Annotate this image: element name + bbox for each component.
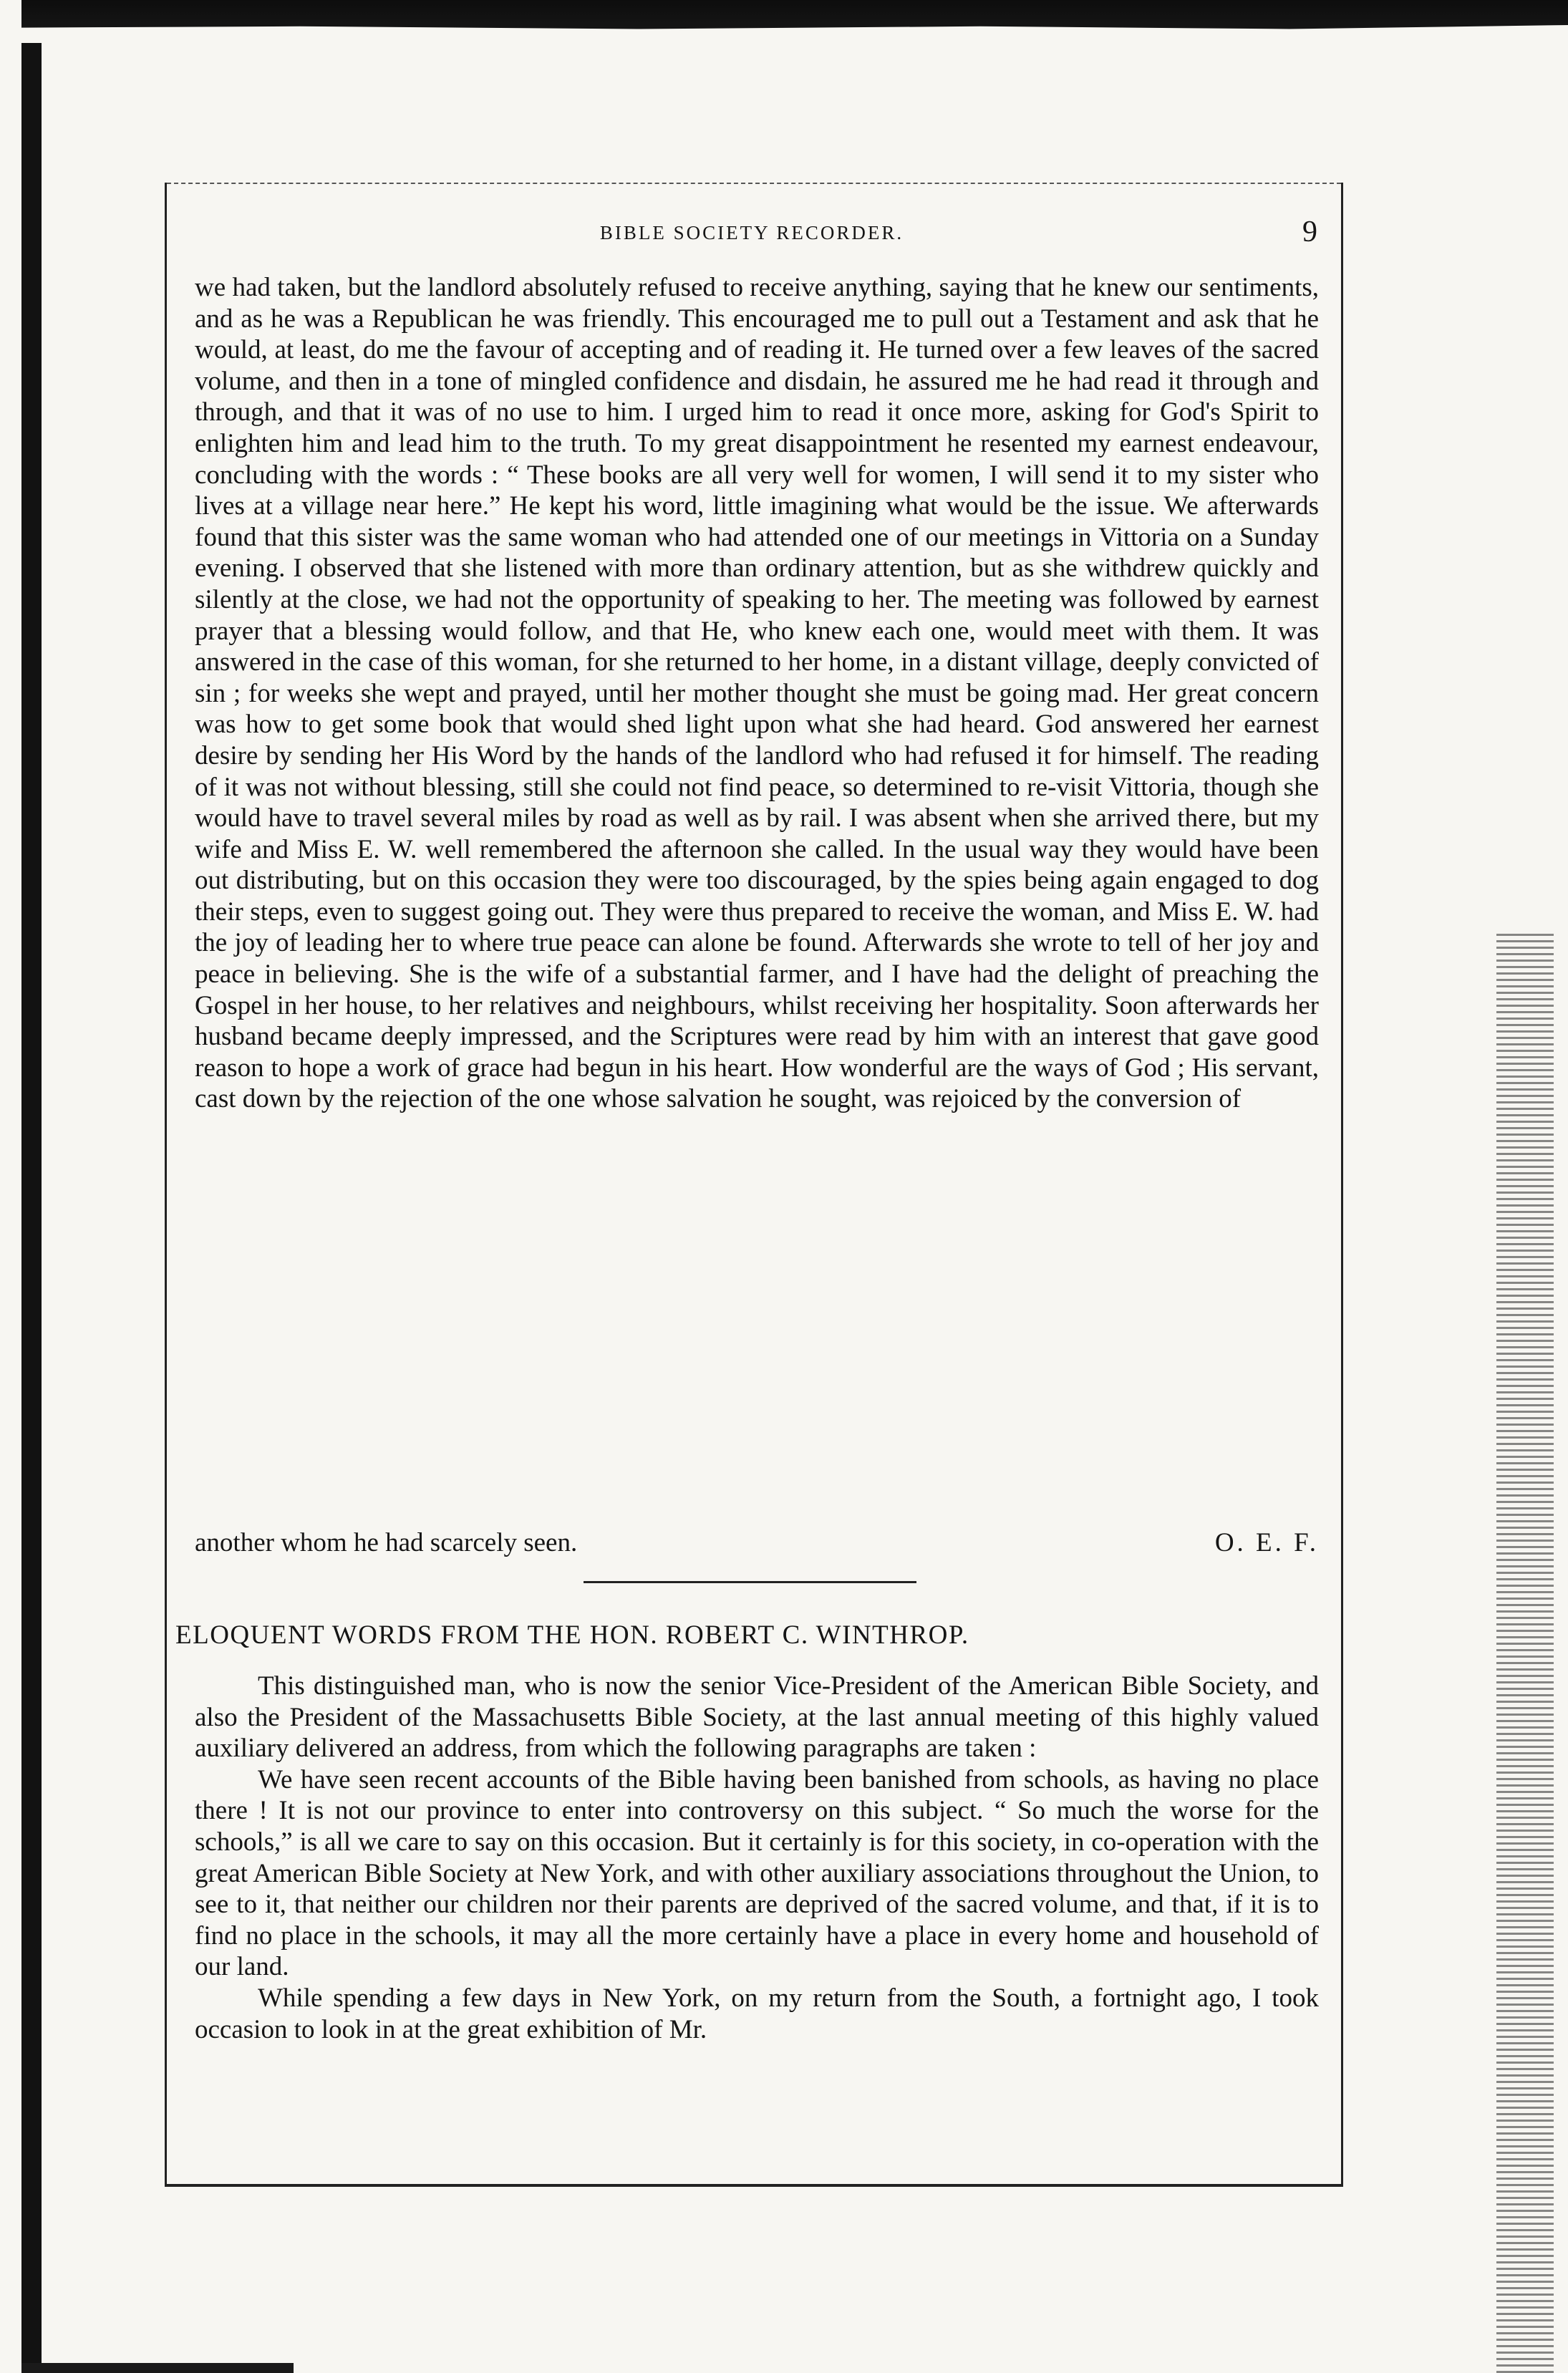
article-body [195, 1671, 1319, 2045]
story-signature: O. E. F. [1214, 1528, 1319, 1557]
scan-edge-left [21, 43, 42, 2373]
article-heading: ELOQUENT WORDS FROM THE HON. ROBERT C. WINTHROP. [175, 1620, 969, 1650]
bottom-rule [165, 2184, 1343, 2187]
running-head [179, 215, 1325, 251]
scan-edge-top [21, 0, 1568, 66]
story-closing-line: another whom he had scarcely seen. [195, 1528, 578, 1557]
running-title: BIBLE SOCIETY RECORDER. [599, 222, 904, 243]
article-paragraph: We have seen recent accounts of the Bible having been banished from schools, as having no place there ! It is not our province to enter into controversy on this subject. “ So much the worse for the schools,” is all we care to say on this occasion. But it certainly is for this society, in co-operation with the great American Bible Society at New York, and with other auxiliary associations throughout the Union, to see to it, that neither our children nor their parents are deprived of the sacred volume, and that, if it is to find no place in the schools, it may all the more certainly have a place in every home and household of our land. [195, 1764, 1319, 1982]
page-number: 9 [1302, 216, 1317, 248]
story-body: we had taken, but the landlord absolutely refused to receive anything, saying that he knew our sentiments, and as he was a Republican he was friendly. This encouraged me to pull out a Testament and ask that he would, at least, do me the favour of accepting and of reading it. He turned over a few leaves of the sacred volume, and then in a tone of mingled confidence and disdain, he assured me he had read it through and through, and that it was of no use to him. I urged him to read it once more, asking for God's Spirit to enlighten him and lead him to the truth. To my great disappointment he resented my earnest endeavour, concluding with the words : “ These books are all very well for women, I will send it to my sister who lives at a village near here.” He kept his word, little imagining what would be the issue. We afterwards found that this sister was the same woman who had attended one of our meetings in Vittoria on a Sunday evening. I observed that she listened with more than ordinary attention, but as she withdrew quickly and silently at the close, we had not the opportunity of speaking to her. The meeting was followed by earnest prayer that a blessing would follow, and that He, who knew each one, would meet with them. It was answered in the case of this woman, for she returned to her home, in a distant village, deeply convicted of sin ; for weeks she wept and prayed, until her mother thought she must be going mad. Her great concern was how to get some book that would shed light upon what she had heard. God answered her earnest desire by sending her His Word by the hands of the landlord who had refused it for himself. The reading of it was not without blessing, still she could not find peace, so determined to re-visit Vittoria, though she would have to travel several miles by road as well as by rail. I was absent when she arrived there, but my wife and Miss E. W. well remembered the afternoon she called. In the usual way they would have been out distributing, but on this occasion they were too discouraged, by the spies being again engaged to dog their steps, even to suggest going out. They were thus prepared to receive the woman, and Miss E. W. had the joy of leading her to where true peace can alone be found. Afterwards she wrote to tell of her joy and peace in believing. She is the wife of a substantial farmer, and I have had the delight of preaching the Gospel in her house, to her relatives and neighbours, whilst receiving her hospitality. Soon afterwards her husband became deeply impressed, and the Scriptures were read by him with an interest that gave good reason to hope a work of grace had begun in his heart. How wonderful are the ways of God ; His servant, cast down by the rejection of the one whose salvation he sought, was rejoiced by the conversion of [195, 273, 1319, 1114]
article-paragraph: While spending a few days in New York, on my return from the South, a fortnight ago, I took occasion to look in at the great exhibition of Mr. [195, 1983, 1319, 2044]
scan-edge-bottom [21, 2363, 294, 2373]
scan-edge-right [1496, 931, 1554, 2373]
article-paragraph: This distinguished man, who is now the senior Vice-President of the American Bible Society, and also the President of the Massachusetts Bible Society, at the last annual meeting of this highly valued auxiliary delivered an address, from which the following paragraphs are taken : [195, 1671, 1319, 1764]
section-divider [584, 1581, 916, 1583]
